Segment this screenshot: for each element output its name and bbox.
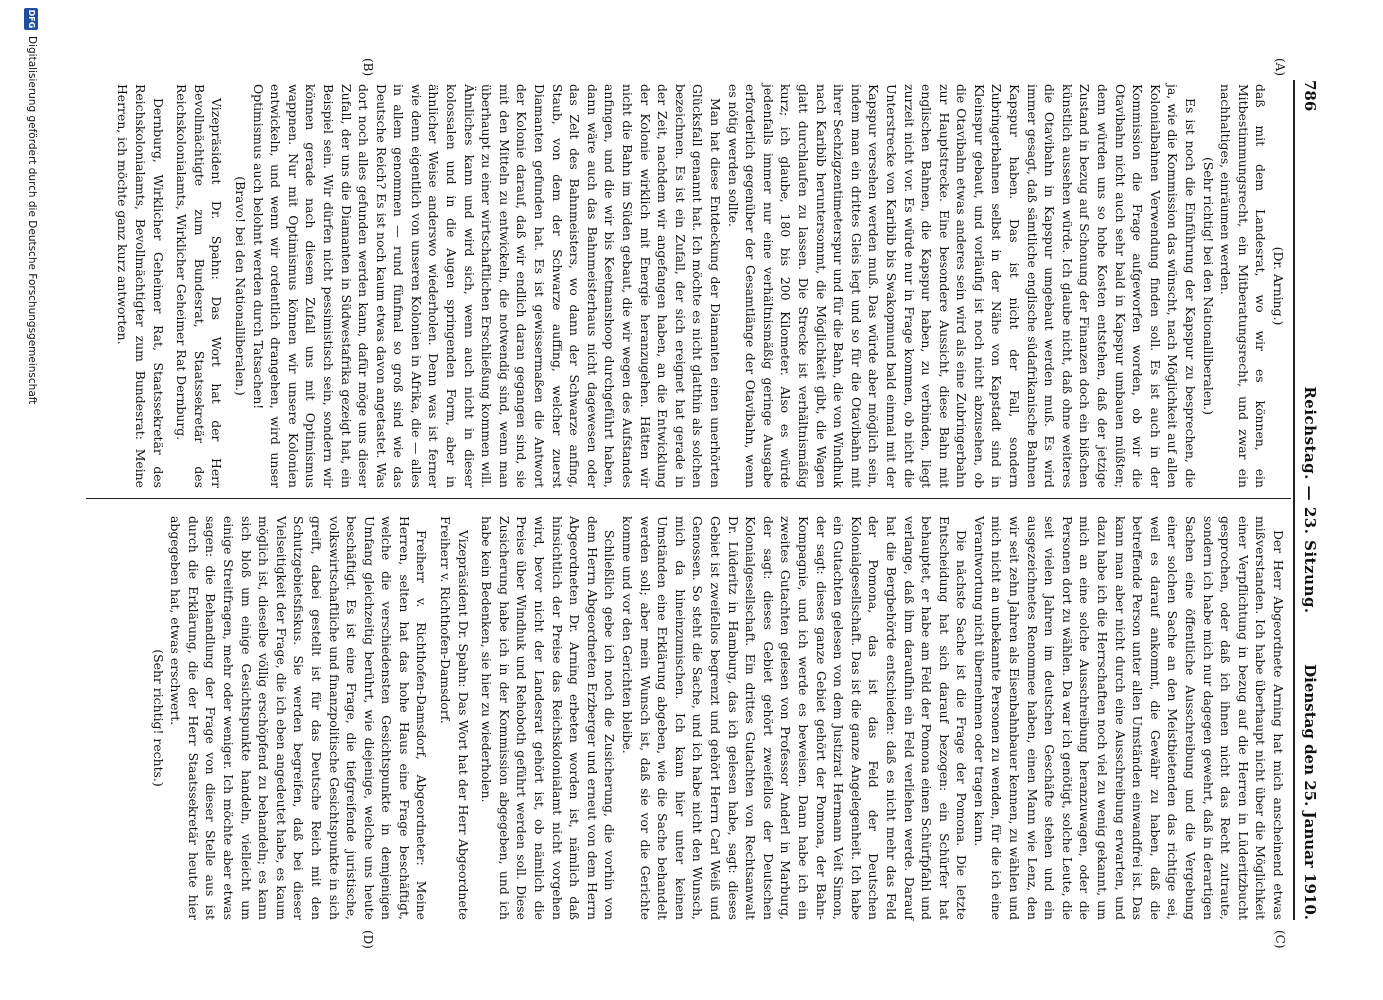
paragraph: Der Herr Abgeordnete Arning hat mich anscheinend etwas mißverstanden. Ich habe überhaupt nicht über die Möglichkeit einer Verpflichtung in bezug auf die Herren in Lüderitzbucht gesprochen, oder daß ich ihnen nicht das Recht zutraute, sondern ich habe mich nur dagegen gewehrt, daß in derartigen Sachen eine öffentliche Ausschreibung und die Vergebung einer solchen Sache an den Meistbietenden das richtige sei, weil es darauf ankommt, die Gewähr zu haben, daß die betreffende Person unter allen Umständen einwandfrei ist. Das kann man aber nicht durch eine Ausschreibung erwarten, und dazu habe ich die Herrschaften noch viel zu wenig gekannt, um mich an eine solche Ausschreibung heranzuwagen, oder die Personen dort zu wählen. Da war ich genötigt, solche Leute, die seit vielen Jahren im deutschen Geschäfte stehen und ein ausgezeichnetes Renommee haben, einen Mann wie Lenz, den wir seit zehn Jahren als Eisenbahnbauer kennen, zu wählen und mich nicht an unbekannte Personen zu wenden, für die ich eine Verantwortung nicht übernehmen oder tragen kann. [971, 516, 1286, 920]
page-number: 786 [1301, 80, 1319, 112]
paragraph-speaker: Freiherr v. Richthofen-Damsdorf, Abgeordneter: Meine Herren, selten hat das hohe Haus eine Frage beschäftigt, welche die verschiedensten Gesichtspunkte in demjenigen Umfang gleichzeitig berührt, wie diejenige, welche uns heute beschäftigt. Es ist eine Frage, die tiefgreifende juristische, volkswirtschaftliche und finanzpolitische Gesichtspunkte in sich greift, dabei gestellt ist für das Deutsche Reich mit den Schutzgebietsfiskus. Sie werden begreifen, daß bei dieser Vielseitigkeit der Frage, die ich eben angedeutet habe, es kaum möglich ist, dieselbe völlig erschöpfend zu behandeln; es kann sich bloß um einige Gesichtspunkte handeln, vielleicht um einige Streitfragen, mehr oder weniger. Ich möchte aber etwas sagen: die Behandlung der Frage von dieser Stelle aus ist durch die Erklärung, die der Herr Staatssekretär heute hier abgegeben hat, etwas erschwert. [168, 516, 430, 920]
page-header [1295, 80, 1321, 920]
dfg-logo: DFG [24, 8, 38, 30]
audience-reaction: (Bravo! bei den Nationalliberalen.) [232, 176, 248, 396]
paragraph: daß mit dem Landesrat, wo wir es können, ein Mitbestimmungsrecht, ein Mitberatungsrecht, und zwar ein nachhaltiges, einräumen werden. [1218, 84, 1269, 488]
session-date: Dienstag den 25. Januar 1910. [1301, 664, 1319, 920]
audience-reaction: (Sehr richtig! rechts.) [150, 649, 166, 787]
header-rule [1293, 80, 1295, 920]
right-column [149, 516, 1287, 920]
left-column [114, 84, 1287, 488]
audience-reaction: (Sehr richtig! bei den Nationalliberalen.) [1200, 157, 1216, 415]
speaker-reference: (Dr. Arning.) [1271, 246, 1286, 326]
paragraph: Schließlich gebe ich noch die Zusicherung, die vorhin von dem Herrn Abgeordneten Erzberger und erneut von dem Herrn Abgeordneten Dr. Arning erbeten worden ist, nämlich daß hinsichtlich der Preise das Reichskolonialamt nicht vorgehen wird, bevor nicht der Landesrat gehört ist, ob nämlich die Preise über Windhuk und Rehoboth geführt werden soll. Diese Zusicherung habe ich in der Kommission abgegeben, und ich habe kein Bedenken, sie hier zu wiederholen. [479, 516, 618, 920]
column-divider [86, 498, 1291, 499]
digitization-footer [16, 0, 40, 1000]
paragraph: Man hat diese Entdeckung der Diamanten einen unerhörten Glücksfall genannt hat. Ich möchte es nicht glatthin als solchen bezeichnen. Es ist ein Zufall, der sich ereignet hat gerade in der Zeit, nachdem wir angefangen haben, an die Entwicklung der Kolonie wirklich mit Energie heranzugehen. Hätten wir nicht die Bahn im Süden gebaut, die wir wegen des Aufstandes anfingen, und die wir bis Keetmanshoop durchgeführt haben, dann wäre auch das Bahnmeisterhaus nicht dagewesen oder das Zelt des Bahnmeisters, wo dann der Schwarze anfing, Staub, von dem der Schwarze auffing, welcher zuerst Diamanten gefunden hat. Es ist gewissermaßen die Antwort der Kolonie darauf, daß wir endlich daran gegangen sind, sie mit den Mitteln zu entwickeln, die notwendig sind, wenn man überhaupt zu einer wirtschaftlichen Erschließung kommen will. Ähnliches kann und wird sich, wenn auch nicht in dieser kolossalen und in die Augen springenden Form, aber in ähnlicher Weise anderswo wiederholen. Denn was ist ferner wie denn eigentlich von unseren Kolonien in Afrika, die — alles in allem genommen — rund fünfmal so groß sind wie das Deutsche Reich? Es ist noch kaum etwas davon angetastet. Was dort noch alles gefunden werden kann, dafür möge uns dieser Zufall, der uns die Diamanten in Südwestafrika gezeigt hat, ein Beispiel sein. Wir dürfen nicht pessimistisch sein, sondern wir können gerade nach diesem Zufall uns mit Optimismus wappnen. Nur mit Optimismus können wir unsere Kolonien entwickeln, und wenn wir ordentlich drangehen, wird unser Optimismus auch belohnt werden durch Tatsachen! [250, 84, 723, 488]
paragraph: Die nächste Sache ist die Frage der Pomona. Die letzte Entscheidung hat sich darauf bezogen: ein Schürfer hat behauptet, er habe am Feld der Pomona einen Schürfpfahl und verlange, daß ihm daraufhin ein Feld verliehen werde. Darauf hat die Bergbehörde entschieden: daß es nicht mehr das Feld der Pomona, das ist das Feld der Deutschen Kolonialgesellschaft. Das ist die ganze Angelegenheit. Ich habe ein Gutachten gelesen von dem Justizrat Hermann Veit Simon, der sagt: dieses ganze Gebiet gehört der Pomona, der Bahn-Kompagnie, und ich werde es beweisen. Dann habe ich ein zweites Gutachten gelesen von Professor Anderl in Marburg, der sagt: dieses Gebiet gehört zweifellos der Deutschen Kolonialgesellschaft. Ein drittes Gutachten von Rechtsanwalt Dr. Lüderitz in Hamburg, das ich gelesen habe, sagt: dieses Gebiet ist zweifellos begrenzt und gehört Herrn Carl Weiß und Genossen. So steht die Sache, und ich habe nicht den Wunsch, mich da hineinzumischen. Ich kann hier unter keinen Umständen eine Erklärung abgeben, wie die Sache behandelt werden soll; aber mein Wunsch ist, daß sie vor die Gerichte komme und vor den Gerichten bleibe. [620, 516, 970, 920]
paragraph: Es ist noch die Einführung der Kapspur zu besprechen, die ja, wie die Kommission das wünscht, nach Möglichkeit auf allen Kolonialbahnen Verwendung finden soll. Es ist auch in der Kommission die Frage aufgeworfen worden, ob wir die Otavibahn nicht auch sehr bald in Kapspur umbauen müßten; denn würden uns so hohe Kosten entstehen, daß der jetzige Zustand in bezug auf Schonung der Finanzen doch ein bißchen künstlich aussehen würde. Ich glaube nicht, daß ohne weiteres die Otavibahn in Kapspur umgebaut werden muß. Es wird immer gesagt, daß sämtliche englische südafrikanische Bahnen Kapspur haben. Das ist nicht der Fall, sondern Zubringerbahnen selbst in der Nähe von Kapstadt sind in Kleinspur gebaut, und vorläufig ist noch nicht abzusehen, ob die Otavibahn etwas anderes sein wird als eine Zubringerbahn zur Hauptstrecke. Eine besondere Aussicht, diese Bahn mit englischen Bahnen, die Kapspur haben, zu verbinden, liegt zurzeit nicht vor. Es würde nur in Frage kommen, ob nicht die Unterstrecke von Karibib bis Swakopmund bald einmal mit der Kapspur versehen werden muß. Das würde aber möglich sein, indem man ein drittes Gleis legt und so für die Otavibahn mit ihrer Sechzigzentimeterspur und für die Bahn, die von Windhuk nach Karibib heruntersommt, die Möglichkeit gibt, die Wagen glatt durchlaufen zu lassen. Die Strecke ist verhältnismäßig kurz; ich glaube, 180 bis 200 Kilometer. Also es würde jedenfalls immer nur eine verhältnismäßig geringe Ausgabe erforderlich gegenüber der Gesamtlänge der Otavibahn, wenn es nötig werden sollte. [725, 84, 1199, 488]
margin-marker-b: (B) [361, 58, 375, 77]
page-title: Reichstag. — 23. Sitzung. [1301, 386, 1319, 614]
paragraph-president: Vizepräsident Dr. Spahn: Das Wort hat der Herr Bevollmächtigte zum Bundesrat, Staatssekretär des Reichskolonialamts, Wirklicher Geheimer Rat Dernburg. [174, 84, 225, 488]
margin-marker-a: (A) [1273, 58, 1287, 77]
paragraph-president: Vizepräsident Dr. Spahn: Das Wort hat der Herr Abgeordnete Freiherr v. Richthofen-Damsdorf. [438, 516, 471, 920]
paragraph-speaker: Dernburg, Wirklicher Geheimer Rat, Staatssekretär des Reichskolonialamts, Bevollmächtigter zum Bundesrat: Meine Herren, ich möchte ganz kurz antworten. [115, 84, 166, 488]
digitization-credit: Digitalisierung gefördert durch die Deutsche Forschungsgemeinschaft [26, 36, 38, 405]
margin-marker-d: (D) [361, 930, 375, 949]
margin-marker-c: (C) [1273, 930, 1287, 949]
